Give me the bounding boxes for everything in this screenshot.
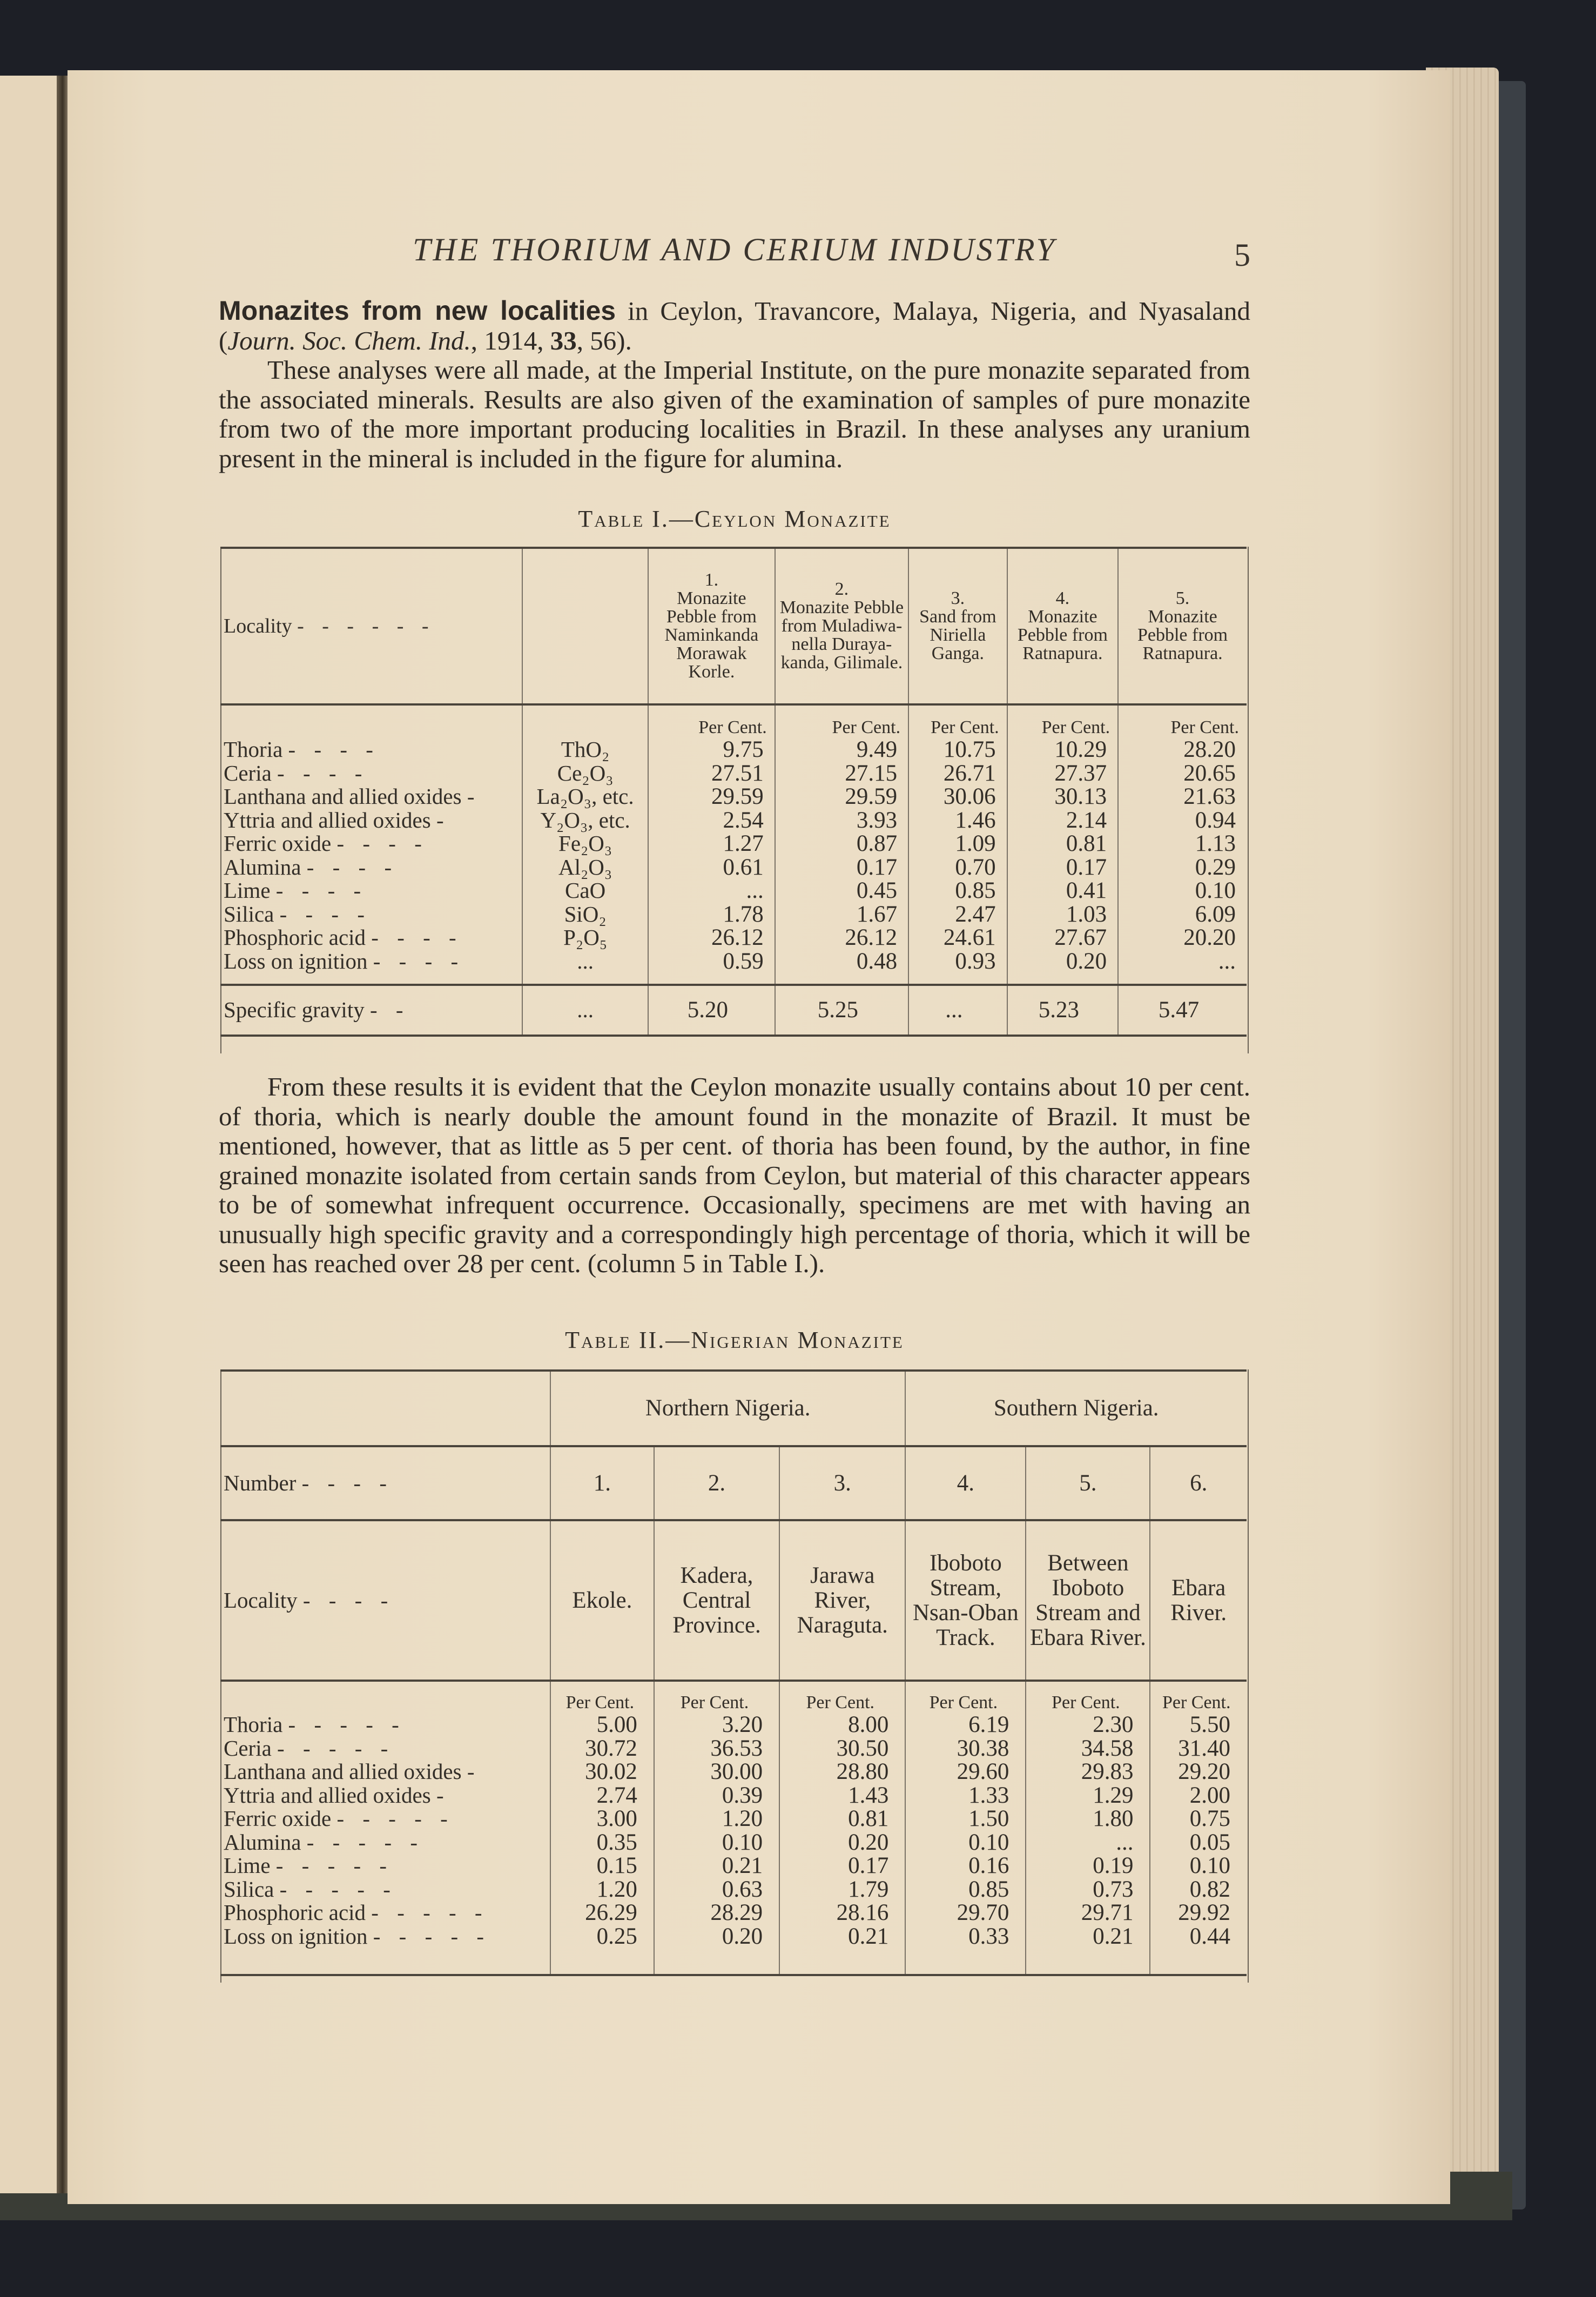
leader-dots: - - - - [301, 1470, 393, 1495]
row-label-text: Ceria [224, 760, 278, 785]
unit-label: Per Cent. [1150, 1682, 1247, 1713]
value-cell: 0.17 [1007, 856, 1118, 879]
results-paragraph: From these results it is evident that the Ceylon monazite usually contains about 10 per cent. of thoria, which is nearly double the amount found in the monazite of Brazil. It must be mentioned, however, that as little as 5 per cent. of thoria has been found, by the author, in fine grained monazite isolated from certain sands from Ceylon, but material of this character appears to be of somewhat infrequent occurrence. Occasionally, specimens are met with having an unusually high specific gravity and a correspondingly high percentage of thoria, which it will be seen has reached over 28 per cent. (column 5 in Table I.). [219, 1072, 1250, 1278]
value-cell: 30.02 [550, 1760, 654, 1784]
column-number: 4. [1055, 588, 1070, 608]
row-label-text: Lanthana and allied oxides [224, 1759, 467, 1784]
table-row [220, 762, 1247, 785]
value-cell: 0.25 [550, 1925, 654, 1949]
value-cell: 0.10 [654, 1831, 779, 1855]
value-cell: 0.29 [1118, 856, 1247, 879]
value-cell: 0.10 [1118, 879, 1247, 903]
column-locality: Iboboto Stream, Nsan-Oban Track. [905, 1521, 1026, 1681]
table-row [220, 879, 1247, 903]
value-cell: 6.09 [1118, 903, 1247, 926]
value-cell: 30.50 [779, 1737, 905, 1761]
leader-dots: - - - - - [279, 1876, 397, 1902]
table-row [220, 1807, 1247, 1831]
column-number: 3. [779, 1447, 905, 1520]
leader-dots: - - - - [336, 831, 428, 856]
unit-label: Per Cent. [779, 1682, 905, 1713]
value-cell: 2.14 [1007, 809, 1118, 832]
value-cell: 29.70 [905, 1901, 1026, 1925]
leader-dots: - [436, 1782, 450, 1808]
value-cell: ... [1118, 950, 1247, 973]
value-cell: 0.35 [550, 1831, 654, 1855]
lead-text: in Ceylon, Travancore, Malaya, Nigeria, and Nyasaland ( [219, 296, 1251, 355]
unit-label: Per Cent. [908, 706, 1007, 738]
table-row [220, 856, 1247, 879]
value-cell: 2.74 [550, 1784, 654, 1808]
value-cell: 1.13 [1118, 832, 1247, 856]
value-cell: 21.63 [1118, 785, 1247, 809]
row-label-text: Yttria and allied oxides [224, 1782, 436, 1808]
leader-dots: - - - - [288, 737, 380, 762]
row-label [220, 1901, 550, 1925]
value-cell: 1.20 [654, 1807, 779, 1831]
table-row [220, 950, 1247, 973]
value-cell: 1.27 [648, 832, 775, 856]
value-cell: 26.71 [908, 762, 1007, 785]
leader-dots: - [467, 1759, 481, 1784]
row-label-text: Thoria [224, 1712, 288, 1737]
spacer [550, 1948, 654, 1975]
table-row [220, 1925, 1247, 1949]
intro-paragraph [219, 296, 1250, 355]
row-label [220, 1925, 550, 1949]
column-locality: Between Iboboto Stream and Ebara River. [1026, 1521, 1150, 1681]
value-cell: 29.71 [1026, 1901, 1150, 1925]
formula-header-blank [522, 548, 648, 704]
value-cell: 0.93 [908, 950, 1007, 973]
facing-page [0, 76, 62, 2193]
row-formula: La₂O₃, etc. [522, 785, 648, 809]
column-header [1007, 548, 1118, 704]
spacer [1007, 973, 1118, 985]
column-header [1118, 548, 1247, 704]
table-row [220, 1737, 1247, 1761]
value-cell: 0.45 [775, 879, 908, 903]
value-cell: 1.09 [908, 832, 1007, 856]
row-label [220, 1807, 550, 1831]
value-cell: 30.06 [908, 785, 1007, 809]
middle-text [219, 1072, 1250, 1279]
row-label [220, 1878, 550, 1902]
value-cell: 3.93 [775, 809, 908, 832]
row-label [220, 950, 522, 973]
row-formula: ... [522, 950, 648, 973]
leader-dots: - - - - [373, 948, 465, 973]
unit-label: Per Cent. [905, 1682, 1026, 1713]
leader-dots: - - - - - [371, 1900, 489, 1925]
column-locality: Ekole. [550, 1521, 654, 1681]
value-cell: 0.33 [905, 1925, 1026, 1949]
value-cell: 0.17 [775, 856, 908, 879]
blank [220, 1682, 550, 1713]
group-header: Southern Nigeria. [905, 1371, 1247, 1446]
value-cell: 36.53 [654, 1737, 779, 1761]
value-cell: 0.19 [1026, 1854, 1150, 1878]
row-label-text: Lime [224, 878, 276, 903]
row-label [220, 903, 522, 926]
column-number: 6. [1150, 1447, 1247, 1520]
value-cell: 0.20 [779, 1831, 905, 1855]
value-cell: 27.67 [1007, 926, 1118, 950]
group-header: Northern Nigeria. [550, 1371, 905, 1446]
value-cell: 26.29 [550, 1901, 654, 1925]
row-label [220, 879, 522, 903]
locality-label [220, 1521, 550, 1681]
row-label-text: Ferric oxide [224, 1806, 337, 1831]
row-label-text: Phosphoric acid [224, 1900, 372, 1925]
row-label [220, 1760, 550, 1784]
leader-dots: - - - - [302, 1587, 395, 1613]
table-row [220, 1901, 1247, 1925]
value-cell: 0.82 [1150, 1878, 1247, 1902]
page-number: 5 [1234, 237, 1250, 273]
row-formula: Y₂O₃, etc. [522, 809, 648, 832]
column-locality: Monazite Pebble from Naminkanda Morawak Korle. [664, 588, 759, 682]
value-cell: ... [648, 879, 775, 903]
row-formula: Al₂O₃ [522, 856, 648, 879]
locality-label [220, 548, 522, 704]
row-label [220, 1831, 550, 1855]
intro-text [219, 296, 1250, 473]
row-label-text: Phosphoric acid [224, 925, 372, 950]
table-row [220, 809, 1247, 832]
value-cell: 31.40 [1150, 1737, 1247, 1761]
table-row [220, 926, 1247, 950]
spacer [654, 1948, 779, 1975]
book-gutter [57, 76, 69, 2193]
value-cell: 0.16 [905, 1854, 1026, 1878]
leader-dots: - - - - [306, 854, 399, 879]
unit-label: Per Cent. [1118, 706, 1247, 738]
value-cell: 20.20 [1118, 926, 1247, 950]
table-row [220, 1713, 1247, 1737]
leader-dots: - - - - [279, 901, 371, 926]
row-label [220, 1713, 550, 1737]
number-label [220, 1447, 550, 1520]
leader-dots: - - - - [371, 925, 463, 950]
spacer [648, 973, 775, 985]
row-label-text: Yttria and allied oxides [224, 807, 436, 832]
value-cell: 30.72 [550, 1737, 654, 1761]
blank [522, 706, 648, 738]
row-formula: CaO [522, 879, 648, 903]
row-label-text: Loss on ignition [224, 1923, 373, 1949]
value-cell: 6.19 [905, 1713, 1026, 1737]
value-cell: 3.20 [654, 1713, 779, 1737]
value-cell: 27.15 [775, 762, 908, 785]
value-cell: 9.75 [648, 738, 775, 762]
row-formula: P₂O₅ [522, 926, 648, 950]
value-cell: 0.87 [775, 832, 908, 856]
column-locality: Monazite Pebble from Ratnapura. [1137, 607, 1228, 663]
column-number: 1. [550, 1447, 654, 1520]
leader-dots: - - - - - [277, 1735, 395, 1761]
row-label-text: Alumina [224, 1829, 307, 1855]
column-number: 5. [1026, 1447, 1150, 1520]
row-label-text: Loss on ignition [224, 948, 373, 973]
column-locality: Monazite Pebble from Ratnapura. [1017, 607, 1108, 663]
column-header [775, 548, 908, 704]
value-cell: 0.10 [1150, 1854, 1247, 1878]
running-title: THE THORIUM AND CERIUM INDUSTRY [413, 232, 1056, 267]
column-number: 5. [1175, 588, 1190, 608]
spacer [775, 973, 908, 985]
spacer [220, 1948, 550, 1975]
row-formula: Ce₂O₃ [522, 762, 648, 785]
column-locality: Sand from Niriella Ganga. [919, 607, 996, 663]
specific-gravity-row [220, 986, 1247, 1036]
unit-label: Per Cent. [1026, 1682, 1150, 1713]
table-row [220, 785, 1247, 809]
table1-caption: Table I.—Ceylon Monazite [578, 506, 891, 532]
column-header [908, 548, 1007, 704]
row-label [220, 738, 522, 762]
spacer [522, 973, 648, 985]
table2-nigerian-monazite [220, 1369, 1247, 1976]
value-cell: 0.20 [1007, 950, 1118, 973]
value-cell: 27.51 [648, 762, 775, 785]
value-cell: 10.75 [908, 738, 1007, 762]
row-label-text: Lanthana and allied oxides [224, 784, 467, 809]
table-row [220, 832, 1247, 856]
table2-caption: Table II.—Nigerian Monazite [565, 1327, 904, 1353]
leader-dots: - [467, 784, 481, 809]
value-cell: 1.20 [550, 1878, 654, 1902]
value-cell: 0.21 [654, 1854, 779, 1878]
column-number: 1. [704, 570, 719, 590]
row-label [220, 832, 522, 856]
leader-dots: - - - - - [306, 1829, 425, 1855]
column-number: 2. [834, 579, 849, 599]
value-cell: ... [908, 986, 1007, 1036]
value-cell: 1.33 [905, 1784, 1026, 1808]
table-row [220, 903, 1247, 926]
value-cell: 5.00 [550, 1713, 654, 1737]
value-cell: 1.80 [1026, 1807, 1150, 1831]
table1-ceylon-monazite [220, 547, 1247, 1037]
blank [220, 1371, 550, 1446]
table-row [220, 1784, 1247, 1808]
value-cell: 29.59 [648, 785, 775, 809]
column-number: 4. [905, 1447, 1026, 1520]
value-cell: 20.65 [1118, 762, 1247, 785]
value-cell: 29.20 [1150, 1760, 1247, 1784]
value-cell: 34.58 [1026, 1737, 1150, 1761]
value-cell: 29.59 [775, 785, 908, 809]
blank [220, 706, 522, 738]
value-cell: 0.94 [1118, 809, 1247, 832]
column-number: 3. [951, 588, 965, 608]
value-cell: 5.47 [1118, 986, 1247, 1036]
value-cell: 27.37 [1007, 762, 1118, 785]
row-label-text: Locality [224, 615, 298, 637]
row-label-text: Silica [224, 901, 280, 926]
value-cell: 26.12 [775, 926, 908, 950]
value-cell: 0.63 [654, 1878, 779, 1902]
spacer [779, 1948, 905, 1975]
value-cell: 0.61 [648, 856, 775, 879]
row-formula: SiO₂ [522, 903, 648, 926]
row-label-text: Ceria [224, 1735, 278, 1761]
value-cell: 3.00 [550, 1807, 654, 1831]
row-label [220, 785, 522, 809]
value-cell: 0.81 [1007, 832, 1118, 856]
value-cell: 5.23 [1007, 986, 1118, 1036]
running-head [219, 231, 1250, 274]
leader-dots: - - - - - [288, 1712, 406, 1737]
journal-citation: Journ. Soc. Chem. Ind. [227, 325, 471, 355]
leader-dots: - - - - - [373, 1923, 491, 1949]
value-cell: 28.29 [654, 1901, 779, 1925]
unit-label: Per Cent. [550, 1682, 654, 1713]
value-cell: 0.17 [779, 1854, 905, 1878]
spacer [908, 973, 1007, 985]
value-cell: 1.46 [908, 809, 1007, 832]
row-label-text: Alumina [224, 854, 307, 879]
value-cell: 1.78 [648, 903, 775, 926]
value-cell: 0.59 [648, 950, 775, 973]
value-cell: 0.85 [908, 879, 1007, 903]
row-label-text: Lime [224, 1853, 276, 1878]
leader-dots: - - - - - [336, 1806, 454, 1831]
row-label [220, 1784, 550, 1808]
leader-dots: - - - - [275, 878, 368, 903]
spacer [1118, 973, 1247, 985]
row-label [220, 986, 522, 1036]
value-cell: 29.92 [1150, 1901, 1247, 1925]
spacer [220, 973, 522, 985]
value-cell: 5.25 [775, 986, 908, 1036]
value-cell: 2.30 [1026, 1713, 1150, 1737]
value-cell: 0.15 [550, 1854, 654, 1878]
table-row [220, 1878, 1247, 1902]
section-lead: Monazites from new localities [219, 295, 616, 326]
column-locality: Jarawa River, Naraguta. [779, 1521, 905, 1681]
value-cell: 1.50 [905, 1807, 1026, 1831]
row-label [220, 1737, 550, 1761]
value-cell: 9.49 [775, 738, 908, 762]
value-cell: 0.85 [905, 1878, 1026, 1902]
column-locality: Ebara River. [1150, 1521, 1247, 1681]
value-cell: 5.20 [648, 986, 775, 1036]
value-cell: 30.00 [654, 1760, 779, 1784]
spacer [1026, 1948, 1150, 1975]
value-cell: 2.47 [908, 903, 1007, 926]
value-cell: 0.81 [779, 1807, 905, 1831]
value-cell: 2.54 [648, 809, 775, 832]
row-formula: ThO₂ [522, 738, 648, 762]
row-label [220, 926, 522, 950]
value-cell: 0.48 [775, 950, 908, 973]
value-cell: 26.12 [648, 926, 775, 950]
value-cell: 28.16 [779, 1901, 905, 1925]
value-cell: 10.29 [1007, 738, 1118, 762]
row-label-text: Locality [224, 1587, 303, 1613]
value-cell: 0.70 [908, 856, 1007, 879]
column-locality: Kadera, Central Province. [654, 1521, 779, 1681]
analysis-paragraph: These analyses were all made, at the Imperial Institute, on the pure monazite separated from the associated minerals. Results are also given of the examination of samples of pure monazite from two of the more important producing localities in Brazil. In these analyses any uranium present in the mineral is included in the figure for alumina. [219, 355, 1250, 473]
value-cell: 0.39 [654, 1784, 779, 1808]
value-cell: 0.44 [1150, 1925, 1247, 1949]
value-cell: 29.83 [1026, 1760, 1150, 1784]
row-label-text: Ferric oxide [224, 831, 337, 856]
value-cell: 28.80 [779, 1760, 905, 1784]
value-cell: 8.00 [779, 1713, 905, 1737]
unit-label: Per Cent. [654, 1682, 779, 1713]
value-cell: 1.03 [1007, 903, 1118, 926]
value-cell: 1.67 [775, 903, 908, 926]
leader-dots: - - - - - - [297, 615, 435, 637]
column-header [648, 548, 775, 704]
column-locality: Monazite Pebble from Muladiwa-nella Duraya-kanda, Gilimale. [779, 597, 904, 673]
column-number: 2. [654, 1447, 779, 1520]
value-cell: 2.00 [1150, 1784, 1247, 1808]
spacer [905, 1948, 1026, 1975]
value-cell: 0.21 [779, 1925, 905, 1949]
value-cell: 1.79 [779, 1878, 905, 1902]
row-formula: Fe₂O₃ [522, 832, 648, 856]
row-label-text: Number [224, 1470, 302, 1495]
leader-dots: - - [369, 997, 410, 1023]
citation-year: , 1914, [470, 325, 550, 355]
citation-volume: 33 [550, 325, 577, 355]
leader-dots: - - - - - [275, 1853, 394, 1878]
spacer [1150, 1948, 1247, 1975]
value-cell: 0.75 [1150, 1807, 1247, 1831]
table-row [220, 738, 1247, 762]
value-cell: 1.43 [779, 1784, 905, 1808]
value-cell: 0.10 [905, 1831, 1026, 1855]
row-label [220, 856, 522, 879]
value-cell: 24.61 [908, 926, 1007, 950]
value-cell: ... [1026, 1831, 1150, 1855]
leader-dots: - - - - [277, 760, 369, 785]
value-cell: 29.60 [905, 1760, 1026, 1784]
row-label-text: Silica [224, 1876, 280, 1902]
value-cell: 30.38 [905, 1737, 1026, 1761]
row-label [220, 809, 522, 832]
row-label-text: Thoria [224, 737, 288, 762]
citation-page: , 56). [576, 325, 632, 355]
row-label [220, 1854, 550, 1878]
value-cell: 0.21 [1026, 1925, 1150, 1949]
value-cell: 1.29 [1026, 1784, 1150, 1808]
unit-label: Per Cent. [775, 706, 908, 738]
value-cell: 0.20 [654, 1925, 779, 1949]
value-cell: 5.50 [1150, 1713, 1247, 1737]
row-label [220, 762, 522, 785]
value-cell: 0.05 [1150, 1831, 1247, 1855]
table-row [220, 1831, 1247, 1855]
table-row [220, 1760, 1247, 1784]
value-cell: 28.20 [1118, 738, 1247, 762]
leader-dots: - [436, 807, 450, 832]
table-row [220, 1854, 1247, 1878]
value-cell: 0.73 [1026, 1878, 1150, 1902]
value-cell: 30.13 [1007, 785, 1118, 809]
value-cell: 0.41 [1007, 879, 1118, 903]
unit-label: Per Cent. [648, 706, 775, 738]
row-formula: ... [522, 986, 648, 1036]
row-label-text: Specific gravity [224, 997, 370, 1023]
unit-label: Per Cent. [1007, 706, 1118, 738]
